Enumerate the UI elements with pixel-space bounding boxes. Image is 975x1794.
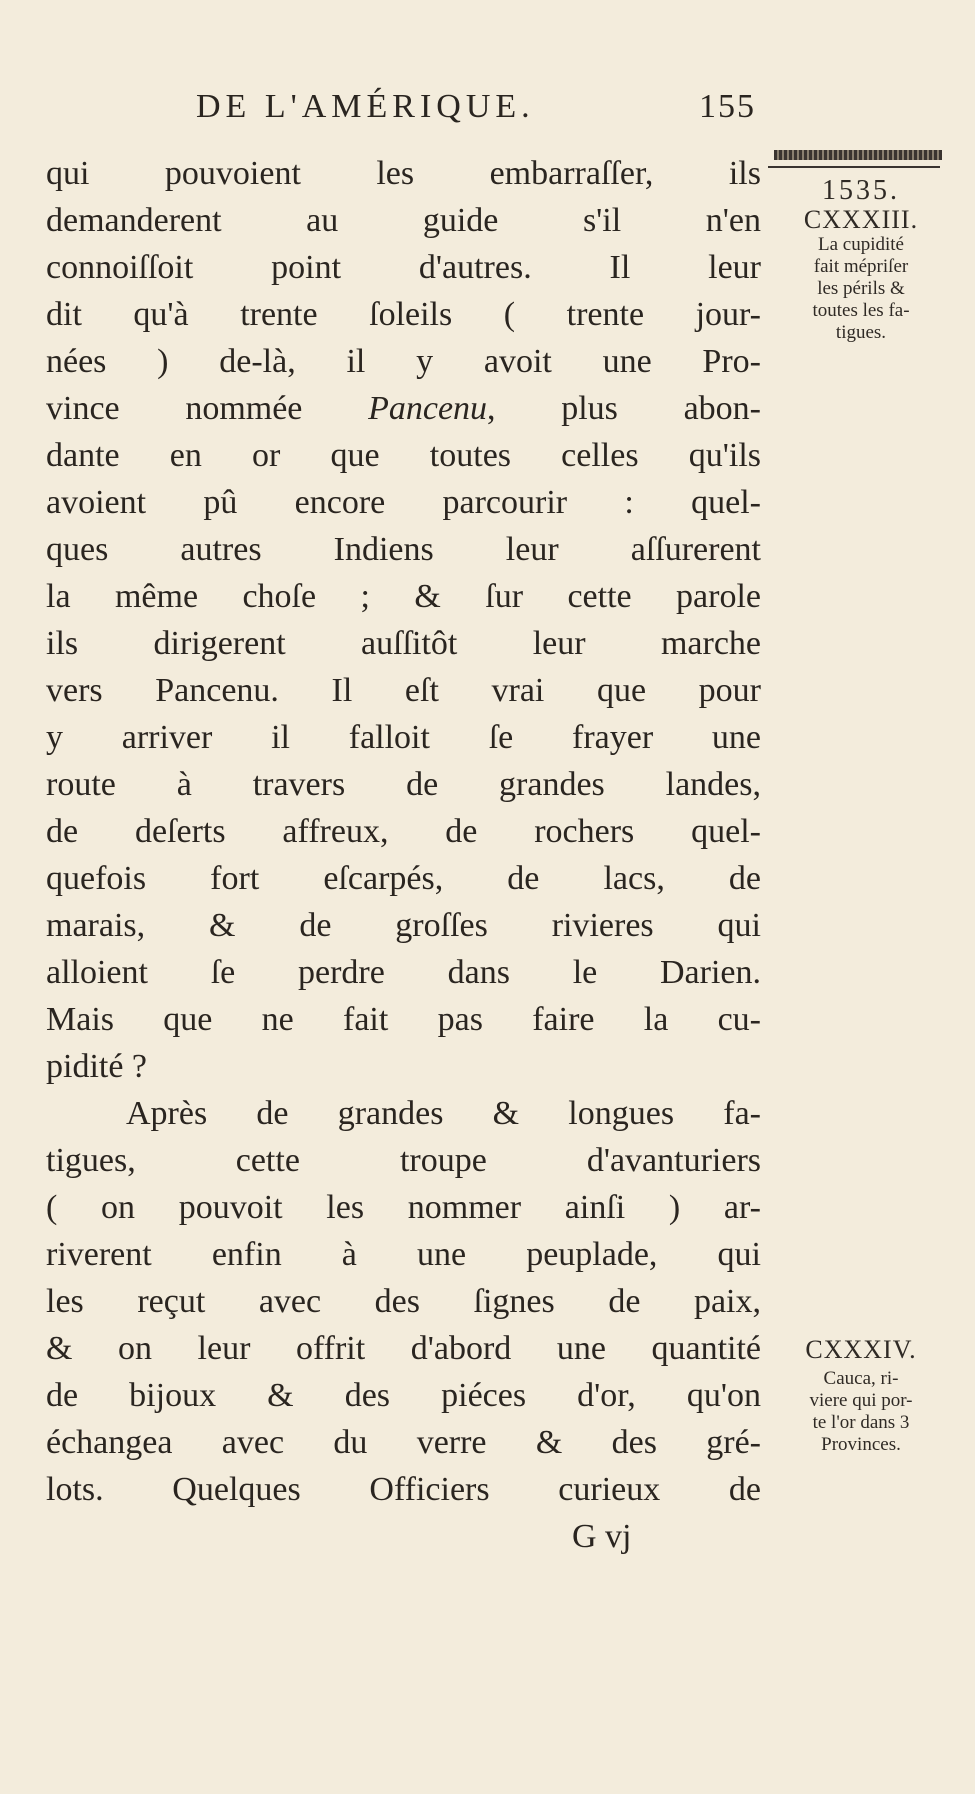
text-line: qui pouvoient les embarraſſer, ils bbox=[46, 155, 761, 192]
text-line: échangea avec du verre & des gré- bbox=[46, 1424, 761, 1461]
catchword: G vj bbox=[572, 1518, 632, 1555]
text-line: dit qu'à trente ſoleils ( trente jour- bbox=[46, 296, 761, 333]
text-line: quefois fort eſcarpés, de lacs, de bbox=[46, 860, 761, 897]
text-line: riverent enfin à une peuplade, qui bbox=[46, 1236, 761, 1273]
margin-note-line: Cauca, ri- bbox=[823, 1368, 899, 1389]
margin-note-line: Provinces. bbox=[821, 1434, 901, 1455]
text-line: ils dirigerent auſſitôt leur marche bbox=[46, 625, 761, 662]
body-text bbox=[46, 150, 761, 1560]
text-line bbox=[46, 385, 761, 432]
margin-rule bbox=[768, 166, 940, 168]
text-line: nées ) de-là, il y avoit une Pro- bbox=[46, 343, 761, 380]
margin-note-numeral: CXXXIII. bbox=[803, 205, 919, 234]
margin-note-year: 1535. bbox=[822, 175, 900, 206]
text-line: ques autres Indiens leur aſſurerent bbox=[46, 531, 761, 568]
running-head-title: DE L'AMÉRIQUE. bbox=[196, 88, 535, 125]
text-line: vers Pancenu. Il eſt vrai que pour bbox=[46, 672, 761, 709]
margin-note-line: La cupidité bbox=[818, 234, 904, 255]
text-segment: vince nommée bbox=[46, 390, 303, 427]
margin-note-line: viere qui por- bbox=[809, 1390, 913, 1411]
text-line: ( on pouvoit les nommer ainſi ) ar- bbox=[46, 1189, 761, 1226]
text-line: avoient pû encore parcourir : quel- bbox=[46, 484, 761, 521]
text-line: marais, & de groſſes rivieres qui bbox=[46, 907, 761, 944]
text-line: de deſerts affreux, de rochers quel- bbox=[46, 813, 761, 850]
place-name-italic: Pancenu bbox=[368, 390, 488, 427]
text-line: alloient ſe perdre dans le Darien. bbox=[46, 954, 761, 991]
text-line-paragraph-start: Après de grandes & longues fa- bbox=[126, 1095, 761, 1132]
text-line: y arriver il falloit ſe frayer une bbox=[46, 719, 761, 756]
margin-note-line: les périls & bbox=[817, 278, 905, 299]
margin-note-line: toutes les fa- bbox=[812, 300, 910, 321]
text-line: de bijoux & des piéces d'or, qu'on bbox=[46, 1377, 761, 1414]
text-line: les reçut avec des ſignes de paix, bbox=[46, 1283, 761, 1320]
margin-note-line: tigues. bbox=[835, 322, 887, 343]
text-line: connoiſſoit point d'autres. Il leur bbox=[46, 249, 761, 286]
margin-note-numeral: CXXXIV. bbox=[805, 1335, 917, 1364]
margin-note-2 bbox=[768, 1336, 954, 1456]
margin-note-1 bbox=[768, 176, 954, 344]
text-line: dante en or que toutes celles qu'ils bbox=[46, 437, 761, 474]
margin-note-line: fait mépriſer bbox=[813, 256, 909, 277]
text-line: tigues, cette troupe d'avanturiers bbox=[46, 1142, 761, 1179]
text-segment: , plus abon- bbox=[487, 390, 761, 427]
margin-ornament-rule bbox=[774, 150, 942, 160]
text-line: lots. Quelques Officiers curieux de bbox=[46, 1471, 761, 1508]
text-line: route à travers de grandes landes, bbox=[46, 766, 761, 803]
running-head bbox=[196, 88, 756, 138]
text-line: Mais que ne fait pas faire la cu- bbox=[46, 1001, 761, 1038]
text-line: demanderent au guide s'il n'en bbox=[46, 202, 761, 239]
text-line: la même choſe ; & ſur cette parole bbox=[46, 578, 761, 615]
text-line: pidité ? bbox=[46, 1048, 148, 1085]
margin-note-line: te l'or dans 3 bbox=[812, 1412, 910, 1433]
page-number: 155 bbox=[699, 88, 756, 125]
text-line: & on leur offrit d'abord une quantité bbox=[46, 1330, 761, 1367]
